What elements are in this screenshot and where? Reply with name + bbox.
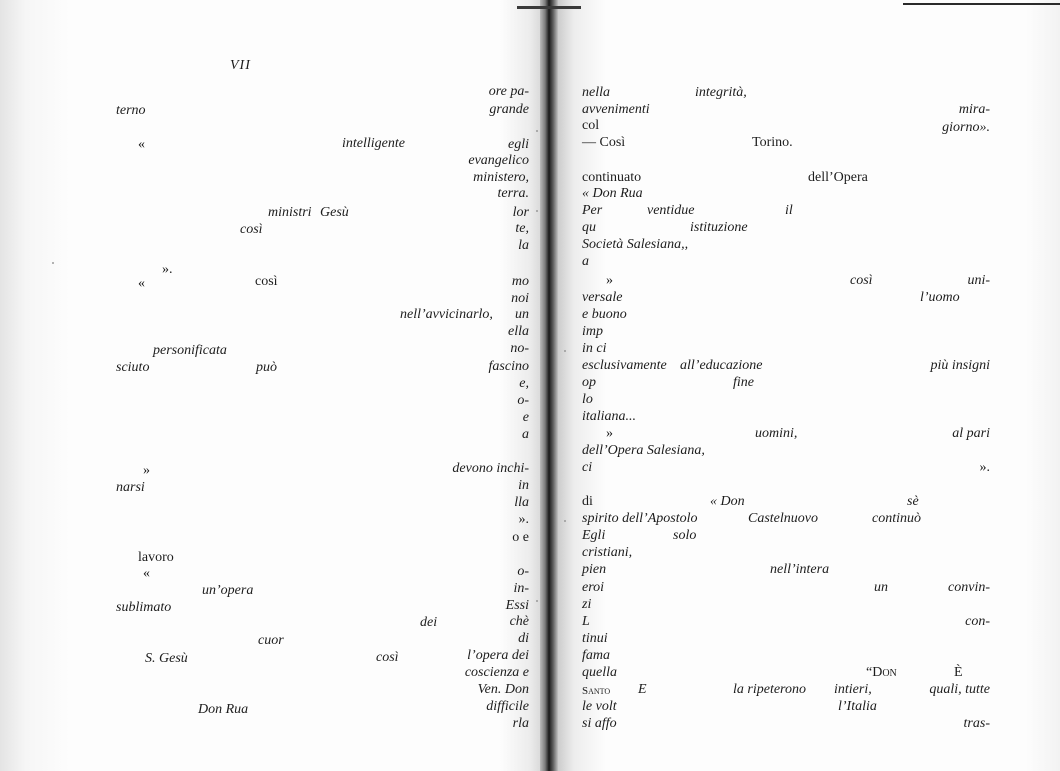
word: ventidue (647, 203, 695, 218)
word: “Don (866, 665, 897, 680)
word: ministero, (473, 170, 529, 185)
word: « (138, 137, 145, 152)
scan-speck (536, 600, 538, 602)
word: lo (582, 392, 593, 407)
word: devono inchi- (452, 461, 529, 476)
scan-speck (536, 210, 538, 212)
word: pien (582, 562, 607, 577)
word: nell’avvicinarlo, (400, 307, 493, 322)
word: cuor (258, 633, 284, 648)
word: ella (508, 324, 529, 339)
word: così (850, 273, 873, 288)
word: la (518, 238, 529, 253)
word: in- (513, 581, 529, 596)
word: zi (582, 597, 592, 612)
word: egli (508, 137, 529, 152)
word: no- (510, 341, 529, 356)
word: a (522, 427, 529, 442)
word: dei (420, 615, 438, 630)
word: l’uomo (920, 290, 960, 305)
word: intieri, (834, 682, 872, 697)
word: le volt (582, 699, 617, 714)
word: te, (515, 221, 529, 236)
word: « Don Rua (582, 186, 643, 201)
word: fine (733, 375, 754, 390)
word: rla (512, 716, 529, 731)
word: mo (511, 274, 529, 289)
word: o- (517, 564, 529, 579)
word: avvenimenti (582, 102, 650, 117)
word: al pari (952, 426, 990, 441)
word: Santo (582, 685, 611, 697)
word: integrità, (695, 85, 747, 100)
word: Per (582, 203, 603, 218)
gutter-top-mark (517, 6, 581, 9)
word: terno (116, 103, 146, 118)
word: di (582, 494, 593, 509)
word: fama (582, 648, 610, 663)
word: dell’Opera (808, 170, 868, 185)
top-rule (903, 3, 1060, 5)
word: può (256, 360, 277, 375)
word: sè (907, 494, 919, 509)
word: l’Italia (838, 699, 877, 714)
scan-speck (52, 262, 54, 264)
word: l’opera dei (467, 648, 529, 663)
word: un’opera (202, 583, 254, 598)
word: lor (512, 205, 529, 220)
word: ci (582, 460, 593, 475)
word: S. Gesù (145, 651, 188, 666)
word: fascino (488, 359, 529, 374)
word: E (638, 682, 647, 697)
word: quella (582, 665, 617, 680)
word: quali, tutte (929, 682, 990, 697)
word: così (376, 650, 399, 665)
word: e buono (582, 307, 627, 322)
word: col (582, 118, 600, 133)
word: » (143, 463, 150, 478)
word: tinui (582, 631, 608, 646)
word: o- (517, 393, 529, 408)
scan-speck (564, 520, 566, 522)
word: un (515, 307, 529, 322)
word: coscienza e (464, 665, 529, 680)
word: Torino. (752, 135, 793, 150)
word: ». (979, 460, 990, 475)
word: chè (509, 614, 529, 629)
word: narsi (116, 480, 145, 495)
word: evangelico (468, 153, 529, 168)
word: e, (519, 376, 529, 391)
word: con- (965, 614, 990, 629)
word: Ven. Don (477, 682, 529, 697)
word: continuato (582, 170, 642, 185)
word: o e (512, 530, 529, 545)
book-gutter (540, 0, 558, 771)
word: così (240, 222, 263, 237)
word: in (518, 478, 529, 493)
word: Don Rua (198, 702, 249, 717)
word: continuò (872, 511, 921, 526)
word: Essi (505, 598, 529, 613)
word: ». (162, 262, 173, 277)
word: mira- (958, 102, 990, 117)
word: Egli (582, 528, 606, 543)
word: « Don (710, 494, 745, 509)
word: convin- (948, 580, 990, 595)
word: noi (511, 291, 529, 306)
word: Gesù (320, 205, 349, 220)
word: ministri (268, 205, 312, 220)
word: ore pa- (488, 84, 529, 99)
scan-speck (564, 350, 566, 352)
word: » (606, 273, 613, 288)
word: solo (673, 528, 697, 543)
word: sciuto (116, 360, 150, 375)
word: eroi (582, 580, 605, 595)
word: si affo (582, 716, 617, 731)
word: Società Salesiana,, (582, 237, 689, 252)
word: la ripeterono (733, 682, 806, 697)
word: istituzione (690, 220, 748, 235)
word: lla (514, 495, 529, 510)
word: Castelnuovo (748, 511, 818, 526)
word: nell’intera (770, 562, 830, 577)
word: tras- (963, 716, 990, 731)
word: imp (582, 324, 603, 339)
word: ». (518, 512, 529, 527)
scan-speck (536, 130, 538, 132)
word: di (518, 631, 529, 646)
word: cristiani, (582, 545, 633, 560)
word: e (522, 410, 529, 425)
word: grande (489, 102, 529, 117)
word: L (582, 614, 590, 629)
word: così (255, 274, 278, 289)
word: spirito dell’Apostolo (582, 511, 698, 526)
word: nella (582, 85, 610, 100)
word: « (138, 276, 145, 291)
word: — Così (582, 135, 626, 150)
word: italiana... (582, 409, 637, 424)
word: versale (582, 290, 623, 305)
word: « (143, 566, 150, 581)
word: più insigni (930, 358, 990, 373)
word: terra. (497, 186, 529, 201)
word: il (785, 203, 793, 218)
word: op (582, 375, 596, 390)
word: qu (582, 220, 596, 235)
word: intelligente (342, 136, 405, 151)
word: un (874, 580, 888, 595)
page-header-roman-numeral: VII (230, 58, 251, 73)
word: lavoro (138, 550, 174, 565)
word: difficile (486, 699, 529, 714)
word: dell’Opera Salesiana, (582, 443, 705, 458)
word: È (954, 665, 963, 680)
word: » (606, 426, 613, 441)
word: sublimato (116, 600, 172, 615)
word: personificata (153, 343, 227, 358)
word: a (582, 254, 589, 269)
word: giorno». (942, 120, 990, 135)
word: uni- (967, 273, 990, 288)
word: all’educazione (680, 358, 763, 373)
word: in ci (582, 341, 607, 356)
word: uomini, (755, 426, 798, 441)
word: esclusivamente (582, 358, 667, 373)
